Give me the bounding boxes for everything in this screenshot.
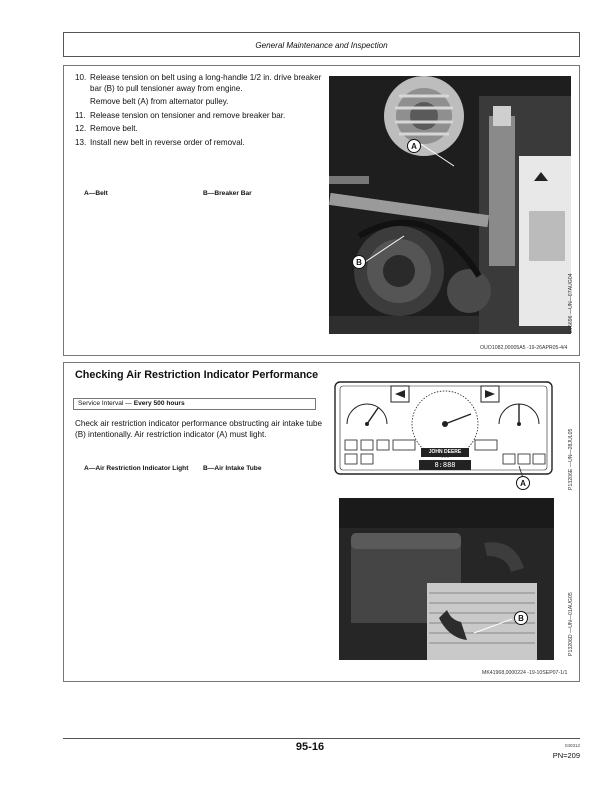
header-left-rule	[63, 32, 64, 56]
air-restriction-body: Check air restriction indicator performance obstructing air intake tube (B) intentionally. Air restriction indicator (A) must light.	[75, 419, 322, 439]
callout-b-air-intake-tube: B	[514, 611, 528, 625]
image-code-2: P13206E —UN—28JUL05	[568, 428, 574, 490]
section2-footer-code: MK41968,0000224 -19-10SEP07-1/1	[482, 670, 568, 676]
legend-air-intake-tube: B—Air Intake Tube	[203, 465, 262, 472]
footer-small-code: 040312	[564, 743, 580, 748]
panel-brand-label: JOHN DEERE	[428, 449, 462, 455]
page-number: 95-16	[295, 741, 325, 753]
callout-a-indicator-light: A	[516, 476, 530, 490]
air-intake-photo	[339, 498, 554, 660]
image-code-3: P13206D —UN—01AUG05	[568, 592, 574, 656]
footer-rule	[63, 738, 580, 739]
air-intake-illustration	[339, 498, 554, 660]
panel-drawing	[333, 380, 554, 491]
header-top-rule	[63, 32, 580, 33]
legend-belt: A—Belt	[84, 190, 108, 197]
header-bottom-rule	[63, 56, 580, 57]
service-interval-box: Service Interval — Every 500 hours	[73, 398, 316, 410]
alternator-belt-photo	[329, 76, 571, 334]
legend-breaker-bar: B—Breaker Bar	[203, 190, 252, 197]
section-title-air-restriction: Checking Air Restriction Indicator Performance	[75, 369, 319, 381]
panel-display-readout: 8:888	[434, 461, 456, 469]
belt-steps-list	[75, 73, 325, 152]
legend-indicator-light: A—Air Restriction Indicator Light	[84, 465, 189, 472]
step-10: 10. Release tension on belt using a long-handle 1/2 in. drive breaker bar (B) to pull tensioner away from engine. Remove belt (A) from alternator pulley.	[75, 73, 322, 107]
step-11: 11. Release tension on tensioner and remove breaker bar.	[75, 110, 286, 120]
section1-footer-code: OUO1082,00005A5 -19-26APR05-4/4	[480, 345, 568, 351]
instrument-panel-illustration	[333, 380, 554, 491]
image-code-1: LV5696 —UN—07AUG04	[568, 273, 574, 333]
header-right-rule	[579, 32, 580, 56]
callout-a-belt: A	[407, 139, 421, 153]
part-number: PN=209	[552, 751, 580, 760]
step-13: 13. Install new belt in reverse order of removal.	[75, 137, 245, 147]
step-12: 12. Remove belt.	[75, 124, 138, 134]
page-header-title: General Maintenance and Inspection	[255, 41, 388, 50]
alternator-belt-illustration	[329, 76, 571, 334]
callout-b-breaker-bar: B	[352, 255, 366, 269]
